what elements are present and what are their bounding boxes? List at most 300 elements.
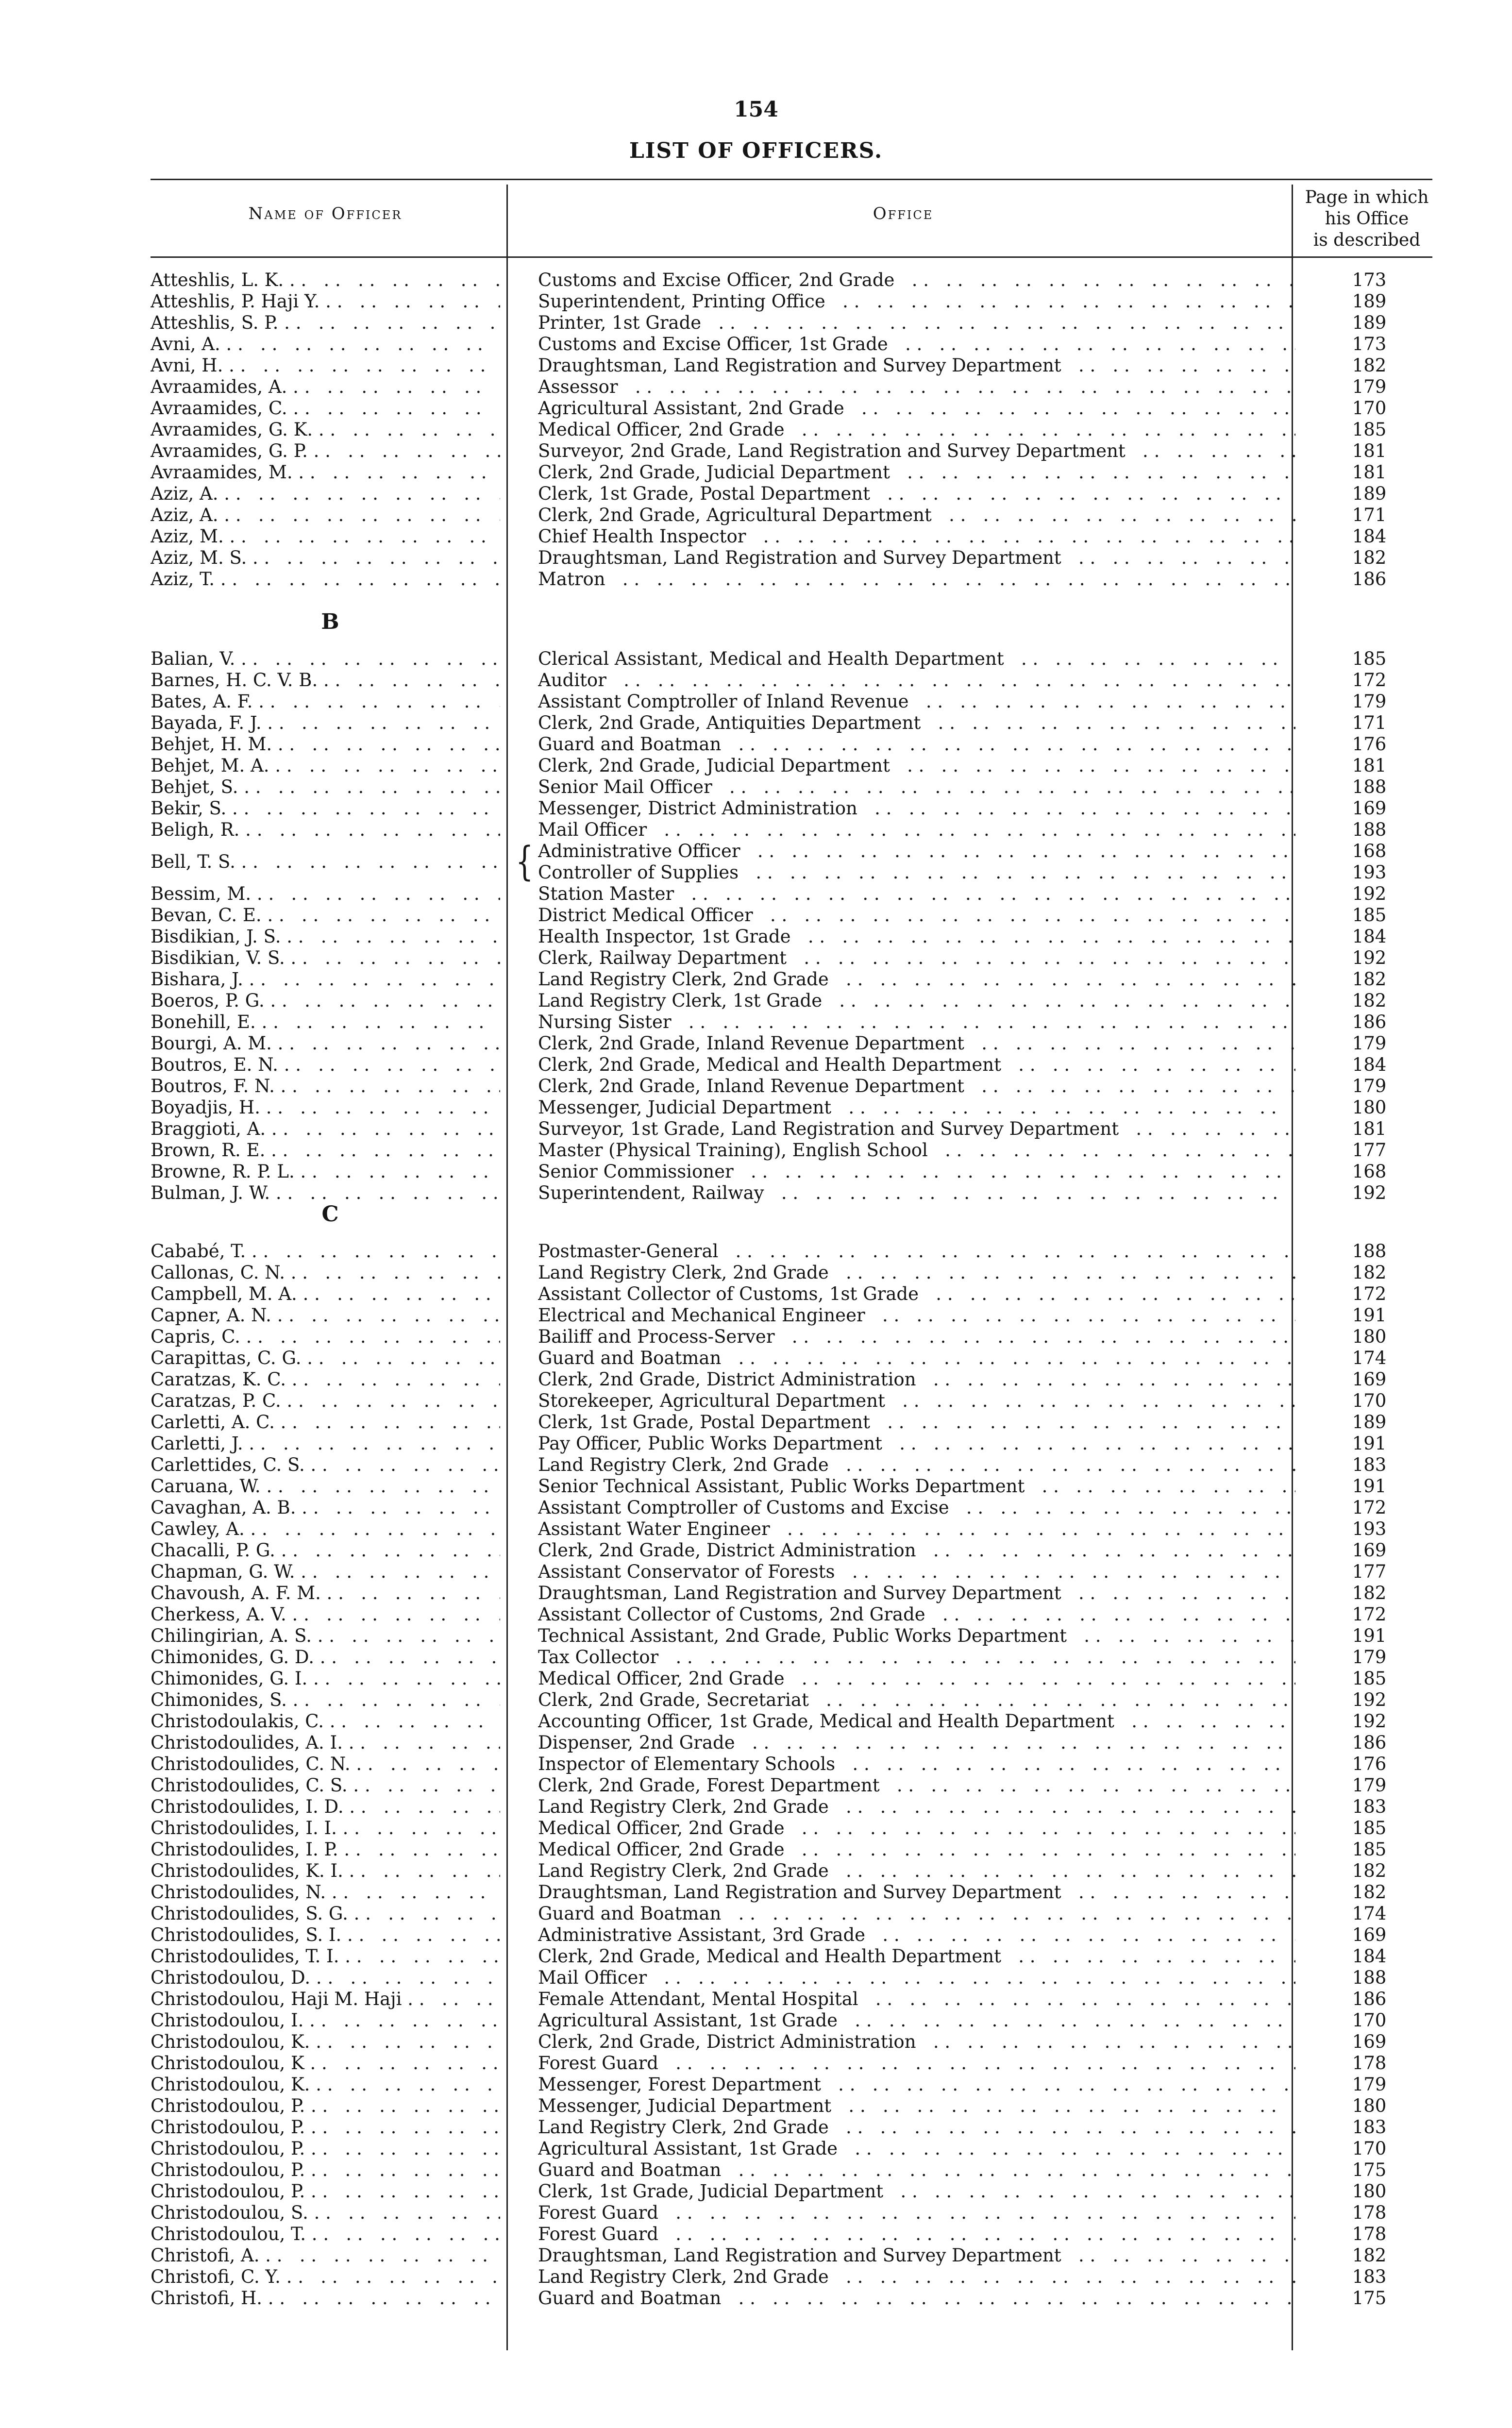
table-row bbox=[0, 1369, 1512, 1390]
office-title: Clerk, 2nd Grade, Forest Department . . bbox=[538, 1775, 1295, 1796]
officer-name: Boutros, F. N. . . bbox=[151, 1076, 500, 1096]
officer-name: Carapittas, C. G. . . bbox=[151, 1348, 500, 1368]
office-title: Medical Officer, 2nd Grade . . bbox=[538, 1839, 1295, 1860]
officer-name: Avni, H. . . bbox=[151, 355, 500, 376]
office-title: Draughtsman, Land Registration and Survey Department . . bbox=[538, 2245, 1295, 2266]
office-title: Administrative Officer . . bbox=[538, 841, 1295, 861]
officer-name: Chapman, G. W. . . bbox=[151, 1561, 500, 1582]
officer-name: Behjet, S. . . bbox=[151, 776, 500, 797]
officer-name: Aziz, A. . . bbox=[151, 483, 500, 504]
header-bottom-rule bbox=[151, 256, 1432, 258]
page-reference: 179 bbox=[1352, 1033, 1387, 1054]
table-row bbox=[0, 1689, 1512, 1711]
office-title: Superintendent, Printing Office . . bbox=[538, 291, 1295, 312]
officer-name: Capner, A. N. . . bbox=[151, 1305, 500, 1326]
table-row bbox=[0, 526, 1512, 547]
page-reference: 175 bbox=[1352, 2288, 1387, 2309]
office-title: Tax Collector . . bbox=[538, 1647, 1295, 1668]
page-reference: 170 bbox=[1352, 1390, 1387, 1411]
page-reference: 181 bbox=[1352, 1118, 1387, 1139]
officer-name: Christodoulides, S. G. . . bbox=[151, 1903, 500, 1924]
page-reference: 176 bbox=[1352, 734, 1387, 755]
page-reference: 169 bbox=[1352, 1369, 1387, 1390]
page-reference: 186 bbox=[1352, 1732, 1387, 1753]
table-row bbox=[0, 670, 1512, 691]
table-row bbox=[0, 839, 1512, 885]
table-row bbox=[0, 1140, 1512, 1161]
office-title: Matron . . bbox=[538, 569, 1295, 590]
officer-name: Christodoulides, N. . . bbox=[151, 1882, 500, 1903]
page-reference: 173 bbox=[1352, 270, 1387, 290]
officer-name: Avraamides, C. . . bbox=[151, 398, 500, 419]
office-title: Guard and Boatman . . bbox=[538, 1348, 1295, 1368]
table-row bbox=[0, 1818, 1512, 1839]
table-row bbox=[0, 1903, 1512, 1924]
officer-name: Bisdikian, V. S. . . bbox=[151, 947, 500, 968]
table-row bbox=[0, 2245, 1512, 2266]
page-reference: 184 bbox=[1352, 1054, 1387, 1075]
office-title: Assessor . . bbox=[538, 376, 1295, 397]
officer-name: Avraamides, A. . . bbox=[151, 376, 500, 397]
page-reference-secondary: 193 bbox=[1352, 862, 1387, 883]
table-row bbox=[0, 1518, 1512, 1540]
office-title: Messenger, Forest Department . . bbox=[538, 2074, 1295, 2095]
office-title: Clerk, 2nd Grade, Agricultural Department . . bbox=[538, 505, 1295, 525]
officer-name: Chilingirian, A. S. . . bbox=[151, 1625, 500, 1646]
page-reference: 175 bbox=[1352, 2159, 1387, 2180]
table-row bbox=[0, 1989, 1512, 2010]
office-title: Clerk, 1st Grade, Postal Department . . bbox=[538, 1412, 1295, 1433]
office-title: Clerk, 1st Grade, Postal Department . . bbox=[538, 483, 1295, 504]
table-row bbox=[0, 1540, 1512, 1561]
table-row bbox=[0, 1097, 1512, 1118]
office-title: Clerk, 1st Grade, Judicial Department . . bbox=[538, 2181, 1295, 2202]
office-title: Guard and Boatman . . bbox=[538, 1903, 1295, 1924]
table-row bbox=[0, 419, 1512, 440]
table-row bbox=[0, 1033, 1512, 1054]
office-title: Medical Officer, 2nd Grade . . bbox=[538, 1668, 1295, 1689]
officer-name: Chavoush, A. F. M. . . bbox=[151, 1583, 500, 1603]
office-title: Guard and Boatman . . bbox=[538, 2288, 1295, 2309]
page-reference: 169 bbox=[1352, 1924, 1387, 1945]
table-row bbox=[0, 1262, 1512, 1283]
office-title: Guard and Boatman . . bbox=[538, 734, 1295, 755]
officer-name: Bayada, F. J. . . bbox=[151, 712, 500, 733]
officer-name: Aziz, T. . . bbox=[151, 569, 500, 590]
table-row bbox=[0, 648, 1512, 670]
page-reference: 189 bbox=[1352, 312, 1387, 333]
office-title: Assistant Comptroller of Customs and Excise . . bbox=[538, 1497, 1295, 1518]
officer-name: Campbell, M. A. . . bbox=[151, 1283, 500, 1304]
office-title: Senior Technical Assistant, Public Works Department . . bbox=[538, 1476, 1295, 1497]
office-title: Storekeeper, Agricultural Department . . bbox=[538, 1390, 1295, 1411]
table-row bbox=[0, 1711, 1512, 1732]
officer-name: Christodoulides, C. N. . . bbox=[151, 1754, 500, 1774]
page-reference: 182 bbox=[1352, 547, 1387, 568]
section-letter: B bbox=[321, 609, 339, 634]
page-reference: 188 bbox=[1352, 1967, 1387, 1988]
officer-name: Christodoulides, I. P. . . bbox=[151, 1839, 500, 1860]
page-reference: 192 bbox=[1352, 883, 1387, 904]
office-title: Land Registry Clerk, 1st Grade . . bbox=[538, 990, 1295, 1011]
page-reference: 184 bbox=[1352, 526, 1387, 547]
table-row bbox=[0, 2053, 1512, 2074]
officer-name: Behjet, H. M. . . bbox=[151, 734, 500, 755]
table-row bbox=[0, 2159, 1512, 2181]
officer-name: Bevan, C. E. . . bbox=[151, 905, 500, 926]
table-row bbox=[0, 1497, 1512, 1518]
officer-name: Balian, V. . . bbox=[151, 648, 500, 669]
officer-name: Carletti, J. . . bbox=[151, 1433, 500, 1454]
page-number: 154 bbox=[734, 97, 778, 122]
office-title: Surveyor, 1st Grade, Land Registration and Survey Department . . bbox=[538, 1118, 1295, 1139]
officer-name: Christodoulides, I. D. . . bbox=[151, 1796, 500, 1817]
officer-name: Christofi, C. Y. . . bbox=[151, 2266, 500, 2287]
office-title: Dispenser, 2nd Grade . . bbox=[538, 1732, 1295, 1753]
table-row bbox=[0, 1326, 1512, 1348]
table-row bbox=[0, 1118, 1512, 1140]
office-title: Forest Guard . . bbox=[538, 2202, 1295, 2223]
office-title: Clerk, 2nd Grade, Medical and Health Department . . bbox=[538, 1054, 1295, 1075]
officer-name: Braggioti, A. . . bbox=[151, 1118, 500, 1139]
office-title: Clerk, 2nd Grade, Judicial Department . . bbox=[538, 755, 1295, 776]
page-reference: 192 bbox=[1352, 1689, 1387, 1710]
table-row bbox=[0, 2288, 1512, 2309]
table-row bbox=[0, 2138, 1512, 2159]
officer-name: Cavaghan, A. B. . . bbox=[151, 1497, 500, 1518]
table-row bbox=[0, 1882, 1512, 1903]
office-title: Assistant Collector of Customs, 2nd Grade . . bbox=[538, 1604, 1295, 1625]
table-row bbox=[0, 462, 1512, 483]
office-title: Draughtsman, Land Registration and Survey Department . . bbox=[538, 1583, 1295, 1603]
office-title: Assistant Water Engineer . . bbox=[538, 1518, 1295, 1539]
officer-name: Christodoulou, S. . . bbox=[151, 2202, 500, 2223]
officer-name: Christodoulou, P. . . bbox=[151, 2159, 500, 2180]
office-title: Assistant Collector of Customs, 1st Grade . . bbox=[538, 1283, 1295, 1304]
page-reference: 174 bbox=[1352, 1348, 1387, 1368]
office-title: Auditor . . bbox=[538, 670, 1295, 691]
table-row bbox=[0, 1754, 1512, 1775]
table-row bbox=[0, 2202, 1512, 2224]
column-header-page-line3: is described bbox=[1313, 230, 1421, 250]
table-row bbox=[0, 270, 1512, 291]
officer-name: Bourgi, A. M. . . bbox=[151, 1033, 500, 1054]
page-reference: 184 bbox=[1352, 926, 1387, 947]
officer-name: Bates, A. F. . . bbox=[151, 691, 500, 712]
page-reference: 192 bbox=[1352, 1711, 1387, 1732]
table-row bbox=[0, 1283, 1512, 1305]
section-letter: C bbox=[321, 1202, 339, 1227]
office-title-secondary: Controller of Supplies . . bbox=[538, 862, 1295, 883]
table-row bbox=[0, 2181, 1512, 2202]
officer-name: Christofi, A. . . bbox=[151, 2245, 500, 2266]
office-title: Clerk, 2nd Grade, Inland Revenue Department . . bbox=[538, 1076, 1295, 1096]
officer-name: Christodoulou, P. . . bbox=[151, 2117, 500, 2138]
table-row bbox=[0, 990, 1512, 1012]
office-title: Clerk, 2nd Grade, Antiquities Department . . bbox=[538, 712, 1295, 733]
page-reference: 191 bbox=[1352, 1476, 1387, 1497]
table-row bbox=[0, 1390, 1512, 1412]
table-row bbox=[0, 376, 1512, 398]
office-title: Assistant Conservator of Forests . . bbox=[538, 1561, 1295, 1582]
page-reference: 183 bbox=[1352, 2117, 1387, 2138]
page-reference: 176 bbox=[1352, 1754, 1387, 1774]
page-reference: 192 bbox=[1352, 947, 1387, 968]
officer-name: Bulman, J. W. . . bbox=[151, 1182, 500, 1203]
officer-name: Christodoulou, T. . . bbox=[151, 2224, 500, 2244]
officer-name: Brown, R. E. . . bbox=[151, 1140, 500, 1161]
page-reference: 182 bbox=[1352, 969, 1387, 990]
office-title: Land Registry Clerk, 2nd Grade . . bbox=[538, 1262, 1295, 1283]
page-reference: 169 bbox=[1352, 1540, 1387, 1561]
table-row bbox=[0, 947, 1512, 969]
officer-name: Avni, A. . . bbox=[151, 334, 500, 354]
table-row bbox=[0, 312, 1512, 334]
officer-name: Atteshlis, S. P. . . bbox=[151, 312, 500, 333]
officer-name: Barnes, H. C. V. B. . . bbox=[151, 670, 500, 691]
page-reference: 186 bbox=[1352, 1989, 1387, 2009]
officer-name: Christofi, H. . . bbox=[151, 2288, 500, 2309]
office-title: Draughtsman, Land Registration and Survey Department . . bbox=[538, 1882, 1295, 1903]
page-reference: 174 bbox=[1352, 1903, 1387, 1924]
office-title: Administrative Assistant, 3rd Grade . . bbox=[538, 1924, 1295, 1945]
office-title: Land Registry Clerk, 2nd Grade . . bbox=[538, 1454, 1295, 1475]
header-top-rule bbox=[151, 179, 1432, 180]
page-reference: 178 bbox=[1352, 2053, 1387, 2074]
table-row bbox=[0, 334, 1512, 355]
table-row bbox=[0, 691, 1512, 712]
table-row bbox=[0, 1348, 1512, 1369]
office-title: Female Attendant, Mental Hospital . . bbox=[538, 1989, 1295, 2009]
page-reference: 183 bbox=[1352, 1796, 1387, 1817]
table-row bbox=[0, 1182, 1512, 1204]
page-reference: 182 bbox=[1352, 1583, 1387, 1603]
page-reference: 188 bbox=[1352, 1241, 1387, 1262]
table-row bbox=[0, 883, 1512, 905]
table-row bbox=[0, 1860, 1512, 1882]
page-reference: 170 bbox=[1352, 2138, 1387, 2159]
page-reference: 172 bbox=[1352, 1604, 1387, 1625]
officer-name: Bisdikian, J. S. . . bbox=[151, 926, 500, 947]
brace-glyph: { bbox=[516, 839, 534, 885]
page-reference: 185 bbox=[1352, 1668, 1387, 1689]
office-title: Customs and Excise Officer, 2nd Grade . . bbox=[538, 270, 1295, 290]
table-row bbox=[0, 969, 1512, 990]
page-reference: 191 bbox=[1352, 1625, 1387, 1646]
office-title: Assistant Comptroller of Inland Revenue . . bbox=[538, 691, 1295, 712]
officer-name: Bessim, M. . . bbox=[151, 883, 500, 904]
page-reference: 173 bbox=[1352, 334, 1387, 354]
office-title: Mail Officer . . bbox=[538, 1967, 1295, 1988]
page-reference: 185 bbox=[1352, 648, 1387, 669]
page-reference: 168 bbox=[1352, 841, 1387, 861]
office-title: Superintendent, Railway . . bbox=[538, 1182, 1295, 1203]
page-reference: 171 bbox=[1352, 712, 1387, 733]
page-reference: 179 bbox=[1352, 691, 1387, 712]
officer-name: Atteshlis, P. Haji Y. . . bbox=[151, 291, 500, 312]
page-reference: 185 bbox=[1352, 1818, 1387, 1838]
table-row bbox=[0, 776, 1512, 798]
officer-name: Browne, R. P. L. . . bbox=[151, 1161, 500, 1182]
page-reference: 170 bbox=[1352, 2010, 1387, 2031]
table-row bbox=[0, 2010, 1512, 2031]
page-reference: 182 bbox=[1352, 990, 1387, 1011]
office-title: Messenger, Judicial Department . . bbox=[538, 1097, 1295, 1118]
officer-name: Bishara, J. . . bbox=[151, 969, 500, 990]
officer-name: Christodoulakis, C. . . bbox=[151, 1711, 500, 1732]
officer-name: Christodoulides, S. I. . . bbox=[151, 1924, 500, 1945]
table-row bbox=[0, 798, 1512, 819]
office-title: Pay Officer, Public Works Department . . bbox=[538, 1433, 1295, 1454]
page-reference: 192 bbox=[1352, 1182, 1387, 1203]
office-title: Chief Health Inspector . . bbox=[538, 526, 1295, 547]
office-title: Agricultural Assistant, 2nd Grade . . bbox=[538, 398, 1295, 419]
page-reference: 182 bbox=[1352, 2245, 1387, 2266]
office-title: Land Registry Clerk, 2nd Grade . . bbox=[538, 1796, 1295, 1817]
table-row bbox=[0, 1583, 1512, 1604]
officer-name: Bonehill, E. . . bbox=[151, 1012, 500, 1032]
officer-name: Boutros, E. N. . . bbox=[151, 1054, 500, 1075]
page-reference: 184 bbox=[1352, 1946, 1387, 1967]
office-title: Forest Guard . . bbox=[538, 2224, 1295, 2244]
office-title: Inspector of Elementary Schools . . bbox=[538, 1754, 1295, 1774]
officer-name: Christodoulides, T. I. . . bbox=[151, 1946, 500, 1967]
page-reference: 178 bbox=[1352, 2202, 1387, 2223]
office-title: Nursing Sister . . bbox=[538, 1012, 1295, 1032]
officer-name: Chacalli, P. G. . . bbox=[151, 1540, 500, 1561]
table-row bbox=[0, 819, 1512, 841]
table-row bbox=[0, 569, 1512, 590]
office-title: Forest Guard . . bbox=[538, 2053, 1295, 2074]
office-title: Mail Officer . . bbox=[538, 819, 1295, 840]
page-reference: 193 bbox=[1352, 1518, 1387, 1539]
page-reference: 185 bbox=[1352, 1839, 1387, 1860]
page-reference: 181 bbox=[1352, 440, 1387, 461]
officer-name: Cababé, T. . . bbox=[151, 1241, 500, 1262]
officer-name: Aziz, M. . . bbox=[151, 526, 500, 547]
page-reference: 188 bbox=[1352, 819, 1387, 840]
officer-name: Caratzas, P. C. . . bbox=[151, 1390, 500, 1411]
officer-name: Aziz, A. . . bbox=[151, 505, 500, 525]
table-row bbox=[0, 440, 1512, 462]
officer-name: Christodoulides, C. S. . . bbox=[151, 1775, 500, 1796]
page-reference: 191 bbox=[1352, 1305, 1387, 1326]
office-title: Electrical and Mechanical Engineer . . bbox=[538, 1305, 1295, 1326]
officer-name: Bekir, S. . . bbox=[151, 798, 500, 819]
office-title: Draughtsman, Land Registration and Survey Department . . bbox=[538, 547, 1295, 568]
officer-name: Chimonides, G. I. . . bbox=[151, 1668, 500, 1689]
table-row bbox=[0, 1625, 1512, 1647]
officer-name: Christodoulou, P. . . bbox=[151, 2095, 500, 2116]
page-reference: 170 bbox=[1352, 398, 1387, 419]
officer-name: Christodoulou, I. . . bbox=[151, 2010, 500, 2031]
table-row bbox=[0, 1924, 1512, 1946]
office-title: Land Registry Clerk, 2nd Grade . . bbox=[538, 969, 1295, 990]
page-reference: 169 bbox=[1352, 2031, 1387, 2052]
page-reference: 181 bbox=[1352, 462, 1387, 483]
page-reference: 182 bbox=[1352, 1882, 1387, 1903]
office-title: Postmaster-General . . bbox=[538, 1241, 1295, 1262]
page-reference: 177 bbox=[1352, 1140, 1387, 1161]
table-row bbox=[0, 1241, 1512, 1262]
office-title: Bailiff and Process-Server . . bbox=[538, 1326, 1295, 1347]
table-row bbox=[0, 1796, 1512, 1818]
office-title: Agricultural Assistant, 1st Grade . . bbox=[538, 2010, 1295, 2031]
table-row bbox=[0, 712, 1512, 734]
table-row bbox=[0, 1433, 1512, 1454]
page-reference: 180 bbox=[1352, 2095, 1387, 2116]
office-title: Medical Officer, 2nd Grade . . bbox=[538, 419, 1295, 440]
page-reference: 180 bbox=[1352, 2181, 1387, 2202]
column-header-page-line1: Page in which bbox=[1305, 187, 1429, 207]
page-reference: 178 bbox=[1352, 2224, 1387, 2244]
office-title: Clerk, 2nd Grade, District Administration . . bbox=[538, 2031, 1295, 2052]
office-title: Clerk, 2nd Grade, Secretariat . . bbox=[538, 1689, 1295, 1710]
page-reference: 179 bbox=[1352, 376, 1387, 397]
officer-name: Christodoulou, Haji M. Haji . . bbox=[151, 1989, 500, 2009]
office-title: Clerical Assistant, Medical and Health Department . . bbox=[538, 648, 1295, 669]
officer-name: Aziz, M. S. . . bbox=[151, 547, 500, 568]
page-reference: 182 bbox=[1352, 1860, 1387, 1881]
office-title: Clerk, Railway Department . . bbox=[538, 947, 1295, 968]
page-reference: 172 bbox=[1352, 1283, 1387, 1304]
column-header-page bbox=[1299, 187, 1435, 251]
officer-name: Christodoulou, P. . . bbox=[151, 2138, 500, 2159]
table-row bbox=[0, 1668, 1512, 1689]
office-title: Messenger, District Administration . . bbox=[538, 798, 1295, 819]
officer-name: Avraamides, G. K. . . bbox=[151, 419, 500, 440]
table-row bbox=[0, 398, 1512, 419]
office-title: Land Registry Clerk, 2nd Grade . . bbox=[538, 2266, 1295, 2287]
page-reference: 179 bbox=[1352, 1647, 1387, 1668]
page-title: LIST OF OFFICERS. bbox=[629, 138, 883, 163]
office-title: Draughtsman, Land Registration and Survey Department . . bbox=[538, 355, 1295, 376]
office-title: Agricultural Assistant, 1st Grade . . bbox=[538, 2138, 1295, 2159]
officer-name: Christodoulides, K. I. . . bbox=[151, 1860, 500, 1881]
officer-name: Caruana, W. . . bbox=[151, 1476, 500, 1497]
page-reference: 180 bbox=[1352, 1097, 1387, 1118]
page-reference: 179 bbox=[1352, 1775, 1387, 1796]
page-reference: 188 bbox=[1352, 776, 1387, 797]
table-row bbox=[0, 2266, 1512, 2288]
page-reference: 172 bbox=[1352, 1497, 1387, 1518]
office-title: Clerk, 2nd Grade, Judicial Department . . bbox=[538, 462, 1295, 483]
officer-name: Boyadjis, H. . . bbox=[151, 1097, 500, 1118]
page-reference: 171 bbox=[1352, 505, 1387, 525]
officer-name: Behjet, M. A. . . bbox=[151, 755, 500, 776]
table-row bbox=[0, 1305, 1512, 1326]
table-row bbox=[0, 1732, 1512, 1754]
page-reference: 183 bbox=[1352, 1454, 1387, 1475]
page-reference: 168 bbox=[1352, 1161, 1387, 1182]
table-row bbox=[0, 1054, 1512, 1076]
officer-name: Christodoulou, K. . . bbox=[151, 2074, 500, 2095]
officer-name: Atteshlis, L. K. . . bbox=[151, 270, 500, 290]
office-title: Health Inspector, 1st Grade . . bbox=[538, 926, 1295, 947]
table-row bbox=[0, 483, 1512, 505]
officer-name: Avraamides, G. P. . . bbox=[151, 440, 500, 461]
page-reference: 179 bbox=[1352, 1076, 1387, 1096]
table-row bbox=[0, 1775, 1512, 1796]
office-title: Printer, 1st Grade . . bbox=[538, 312, 1295, 333]
table-row bbox=[0, 2224, 1512, 2245]
office-title: Medical Officer, 2nd Grade . . bbox=[538, 1818, 1295, 1838]
page-reference: 189 bbox=[1352, 291, 1387, 312]
table-row bbox=[0, 1476, 1512, 1497]
office-title: Senior Mail Officer . . bbox=[538, 776, 1295, 797]
page-reference: 179 bbox=[1352, 2074, 1387, 2095]
page-reference: 186 bbox=[1352, 1012, 1387, 1032]
